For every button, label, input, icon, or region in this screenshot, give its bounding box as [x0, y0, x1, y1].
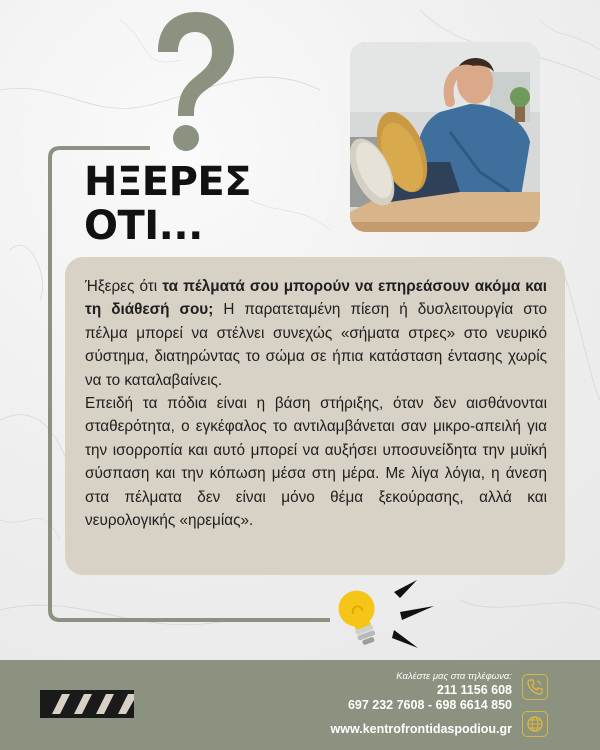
stripes-decoration — [40, 690, 134, 718]
phone-primary[interactable]: 211 1156 608 — [436, 683, 512, 697]
phone-icon — [526, 678, 544, 696]
globe-icon — [526, 715, 544, 733]
title-line-2: ΟΤΙ... — [84, 203, 203, 249]
info-text-box — [65, 257, 565, 575]
contact-info — [331, 671, 512, 736]
phone-mobile[interactable]: 697 232 7608 - 698 6614 850 — [347, 698, 512, 712]
body-text — [85, 275, 547, 532]
globe-icon-button[interactable] — [522, 711, 548, 737]
body-bold-question: τα πέλματά σου μπορούν να επηρεάσουν ακόμα και τη διάθεσή σου; — [85, 278, 547, 319]
title-line-1: ΗΞΕΡΕΣ — [84, 159, 252, 205]
body-intro: Ήξερες ότι — [85, 278, 163, 295]
lightbulb-icon — [322, 578, 442, 658]
phone-icon-button[interactable] — [522, 674, 548, 700]
question-mark-icon — [138, 8, 238, 168]
page-title — [84, 160, 251, 248]
call-label: Καλέστε μας στα τηλέφωνα: — [396, 671, 512, 682]
website-link[interactable]: www.kentrofrontidaspodiou.gr — [330, 722, 512, 736]
body-paragraph-2: Επειδή τα πόδια είναι η βάση στήριξης, όταν δεν αισθάνονται σταθερότητα, ο εγκέφαλος το αντιλαμβάνεται σαν μικρο-απειλή για την ισορροπία και αυτό μπορεί να αυξήσει υποσυνείδητα την μυϊκή σύσπαση και την κόπωση μέσα στη μέρα. Με λίγα λόγια, η άνεση στα πέλματα δεν είναι μόνο θέμα ξεκούρασης, αλλά και νευρολογικής «ηρεμίας». — [85, 395, 547, 530]
photo-man-feet-on-desk — [350, 42, 540, 232]
body-paragraph-1: Η παρατεταμένη πίεση ή δυσλειτουργία στο πέλμα μπορεί να στέλνει συνεχώς «σήματα στρες» στο νευρικό σύστημα, διατηρώντας το σώμα σε ήπια κατάσταση έντασης χωρίς να το καταλαβαίνεις. — [85, 301, 547, 389]
